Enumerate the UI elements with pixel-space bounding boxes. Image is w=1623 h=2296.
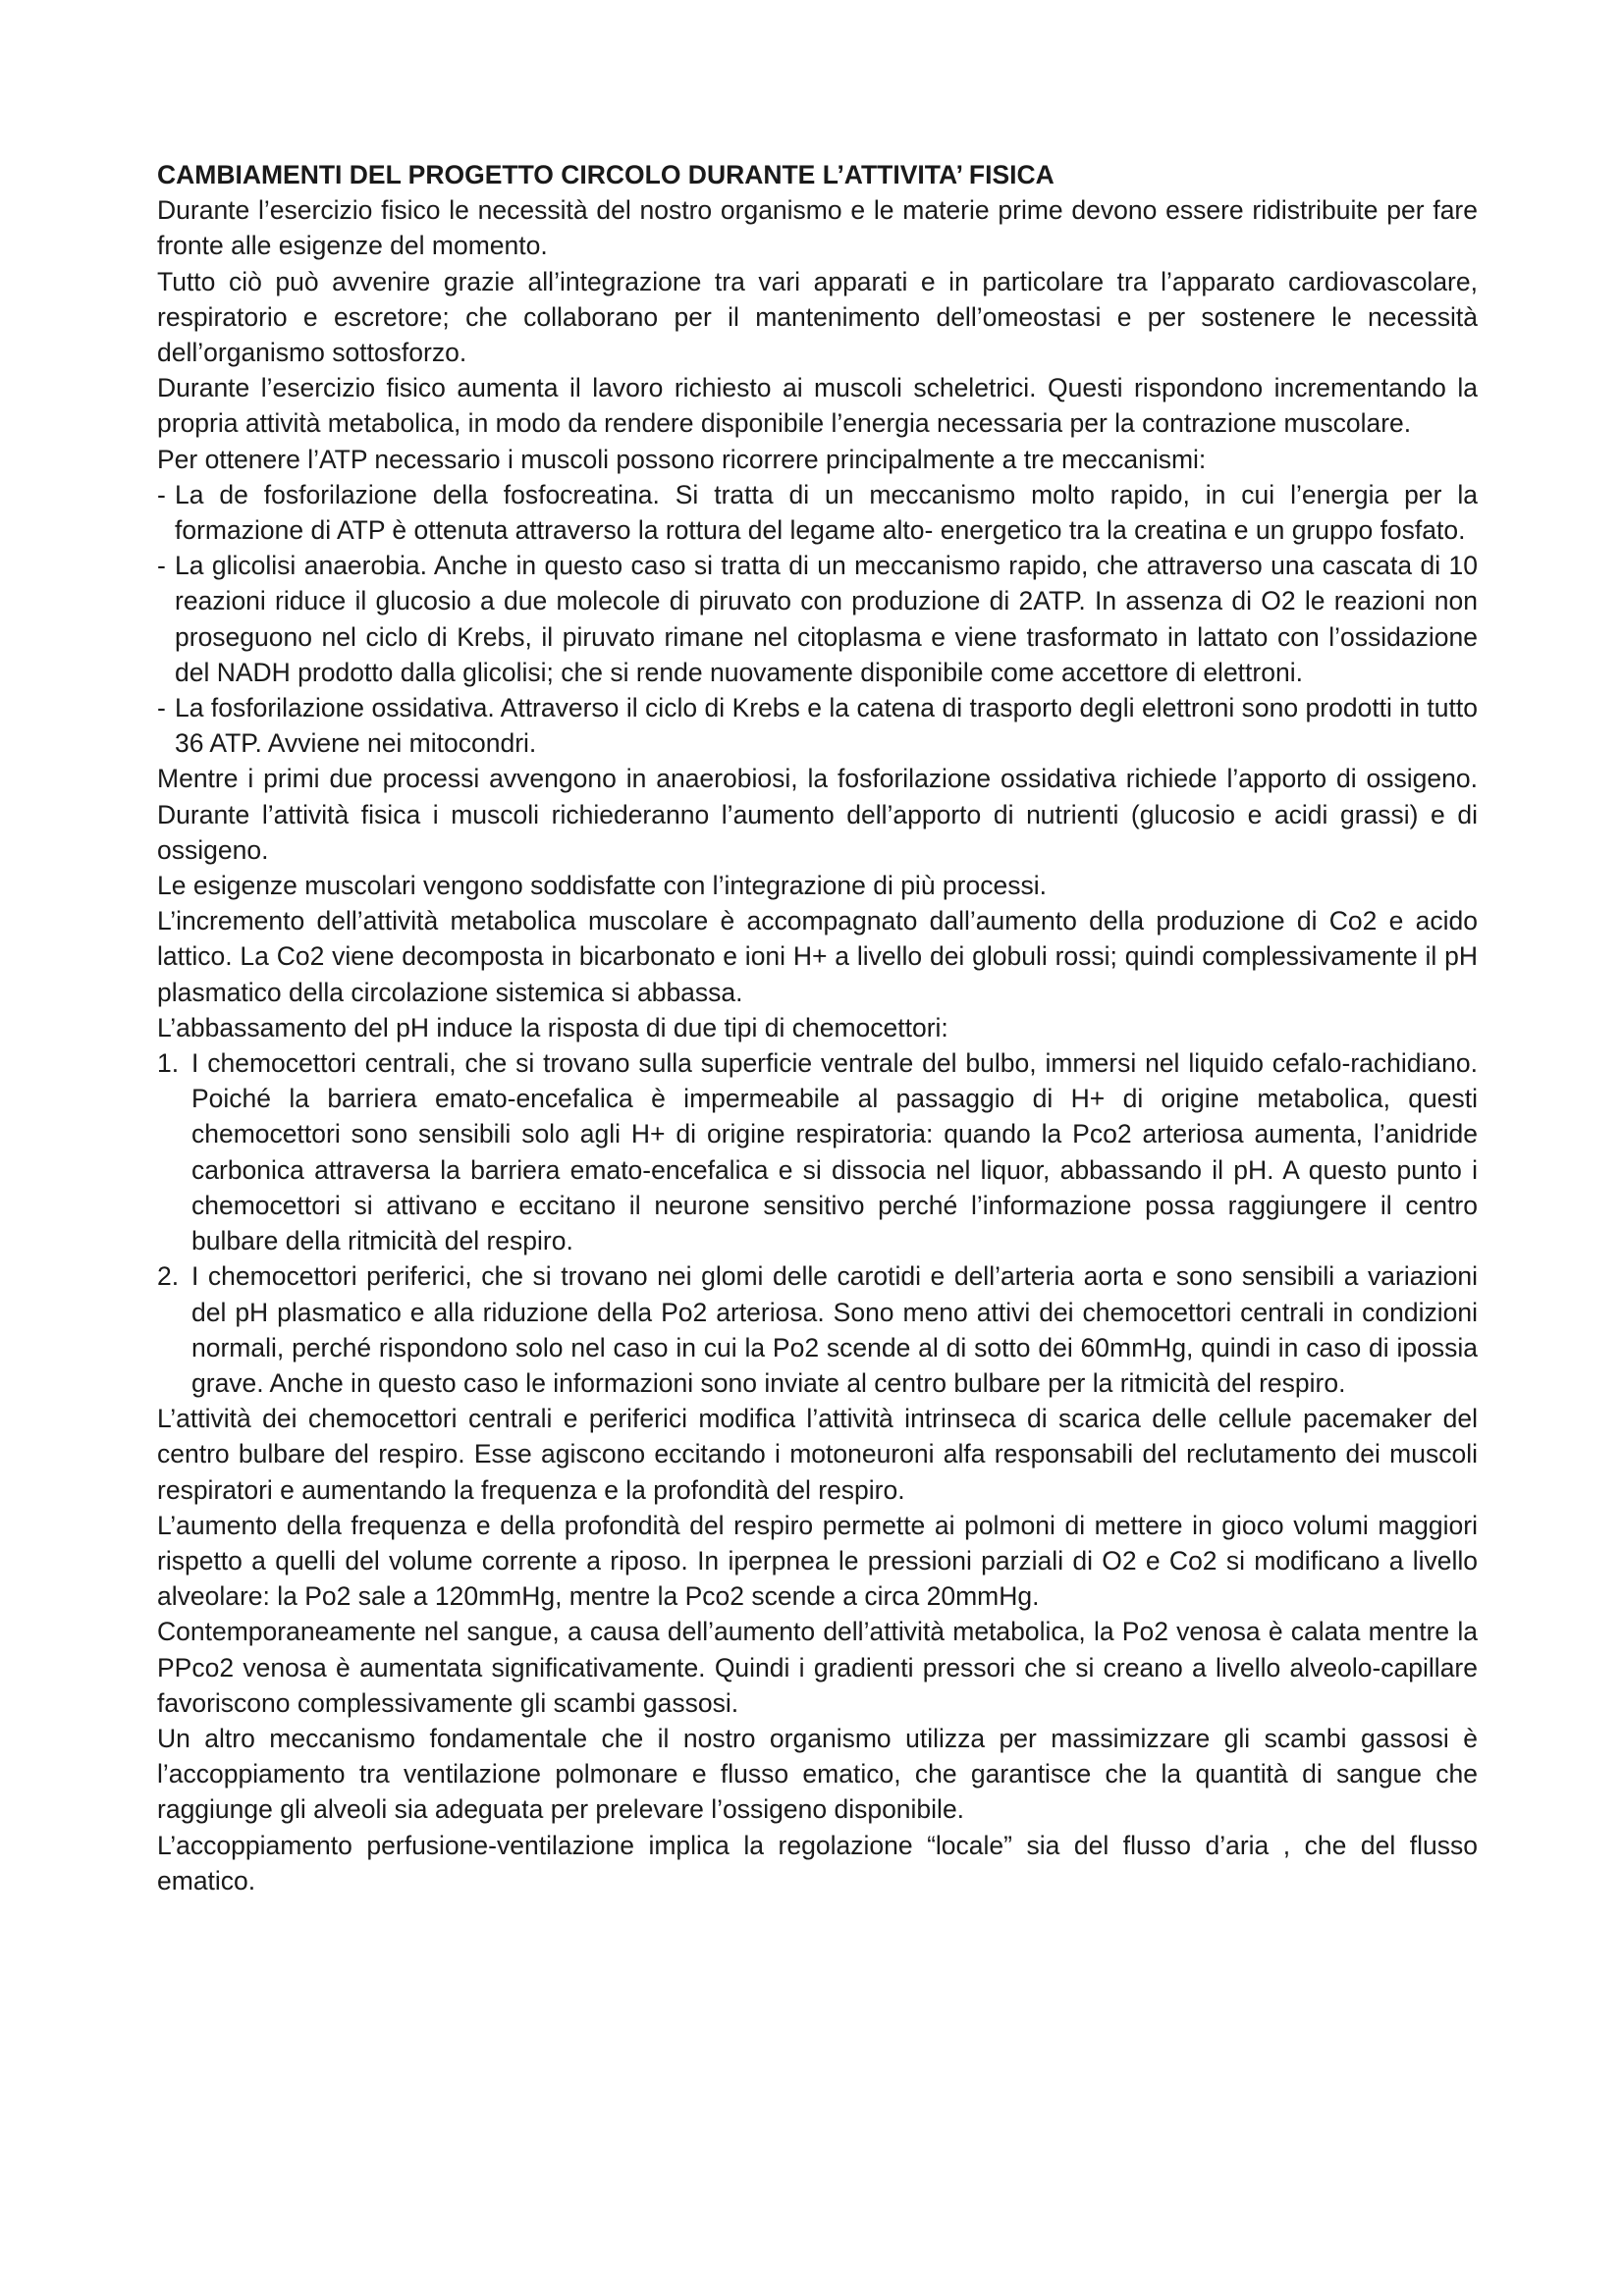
mechanism-list-item: [157, 690, 1478, 761]
mechanism-list-item: [157, 548, 1478, 690]
paragraph: L’accoppiamento perfusione-ventilazione implica la regolazione “locale” sia del flusso d’aria , che del flusso ematico.: [157, 1830, 1478, 1896]
list-marker: -: [157, 693, 166, 723]
paragraph: Per ottenere l’ATP necessario i muscoli possono ricorrere principalmente a tre meccanismi:: [157, 444, 1207, 474]
paragraph: Durante l’esercizio fisico le necessità del nostro organismo e le materie prime devono essere ridistribuite per fare fronte alle esigenze del momento.: [157, 195, 1478, 261]
chemoreceptor-list-item: [157, 1045, 1478, 1258]
list-marker: 2.: [157, 1261, 180, 1292]
chemoreceptor-list-item: [157, 1258, 1478, 1401]
paragraph: L’aumento della frequenza e della profondità del respiro permette ai polmoni di mettere in gioco volumi maggiori rispetto a quelli del volume corrente a riposo. In iperpnea le pressioni parziali di O2 e Co2 si modificano a livello alveolare: la Po2 sale a 120mmHg, mentre la Pco2 scende a circa 20mmHg.: [157, 1510, 1478, 1612]
document-page: [157, 157, 1478, 1898]
paragraph: Mentre i primi due processi avvengono in anaerobiosi, la fosforilazione ossidativa richiede l’apporto di ossigeno. Durante l’attività fisica i muscoli richiederanno l’aumento dell’apporto di nutrienti (glucosio e acidi grassi) e di ossigeno.: [157, 764, 1478, 865]
list-marker: -: [157, 479, 166, 509]
paragraph: Un altro meccanismo fondamentale che il nostro organismo utilizza per massimizzare gli scambi gassosi è l’accoppiamento tra ventilazione polmonare e flusso ematico, che garantisce che la quantità di sangue che raggiunge gli alveoli sia adeguata per prelevare l’ossigeno disponibile.: [157, 1723, 1478, 1825]
paragraph: L’incremento dell’attività metabolica muscolare è accompagnato dall’aumento della produzione di Co2 e acido lattico. La Co2 viene decomposta in bicarbonato e ioni H+ a livello dei globuli rossi; quindi complessivamente il pH plasmatico della circolazione sistemica si abbassa.: [157, 906, 1478, 1007]
paragraph: L’attività dei chemocettori centrali e periferici modifica l’attività intrinseca di scarica delle cellule pacemaker del centro bulbare del respiro. Esse agiscono eccitando i motoneuroni alfa responsabili del reclutamento dei muscoli respiratori e aumentando la frequenza e la profondità del respiro.: [157, 1404, 1478, 1505]
mechanism-list-item: [157, 477, 1478, 548]
paragraph: Le esigenze muscolari vengono soddisfatte con l’integrazione di più processi.: [157, 871, 1047, 901]
list-marker: -: [157, 551, 166, 581]
paragraph: Contemporaneamente nel sangue, a causa dell’aumento dell’attività metabolica, la Po2 venosa è calata mentre la PPco2 venosa è aumentata significativamente. Quindi i gradienti pressori che si creano a livello alveolo-capillare favoriscono complessivamente gli scambi gassosi.: [157, 1617, 1478, 1718]
list-marker: 1.: [157, 1048, 180, 1079]
paragraph: Durante l’esercizio fisico aumenta il lavoro richiesto ai muscoli scheletrici. Questi rispondono incrementando la propria attività metabolica, in modo da rendere disponibile l’energia necessaria per la contrazione muscolare.: [157, 373, 1478, 439]
document-title: CAMBIAMENTI DEL PROGETTO CIRCOLO DURANTE L’ATTIVITA’ FISICA: [157, 160, 1055, 189]
list-item-text: La de fosforilazione della fosfocreatina. Si tratta di un meccanismo molto rapido, in cui l’energia per la formazione di ATP è ottenuta attraverso la rottura del legame alto- energetico tra la creatina e un gruppo fosfato.: [175, 479, 1478, 546]
list-item-text: I chemocettori periferici, che si trovano nei glomi delle carotidi e dell’arteria aorta e sono sensibili a variazioni del pH plasmatico e alla riduzione della Po2 arteriosa. Sono meno attivi dei chemocettori centrali in condizioni normali, perché rispondono solo nel caso in cui la Po2 scende al di sotto dei 60mmHg, quindi in caso di ipossia grave. Anche in questo caso le informazioni sono inviate al centro bulbare per la ritmicità del respiro.: [191, 1261, 1478, 1398]
list-item-text: La fosforilazione ossidativa. Attraverso il ciclo di Krebs e la catena di trasporto degli elettroni sono prodotti in tutto 36 ATP. Avviene nei mitocondri.: [175, 693, 1478, 759]
paragraph: Tutto ciò può avvenire grazie all’integrazione tra vari apparati e in particolare tra l’apparato cardiovascolare, respiratorio e escretore; che collaborano per il mantenimento dell’omeostasi e per sostenere le necessità dell’organismo sottosforzo.: [157, 266, 1478, 368]
paragraph: L’abbassamento del pH induce la risposta di due tipi di chemocettori:: [157, 1012, 948, 1042]
list-item-text: La glicolisi anaerobia. Anche in questo caso si tratta di un meccanismo rapido, che attraverso una cascata di 10 reazioni riduce il glucosio a due molecole di piruvato con produzione di 2ATP. In assenza di O2 le reazioni non proseguono nel ciclo di Krebs, il piruvato rimane nel citoplasma e viene trasformato in lattato con l’ossidazione del NADH prodotto dalla glicolisi; che si rende nuovamente disponibile come accettore di elettroni.: [175, 551, 1478, 687]
list-item-text: I chemocettori centrali, che si trovano sulla superficie ventrale del bulbo, immersi nel liquido cefalo-rachidiano. Poiché la barriera emato-encefalica è impermeabile al passaggio di H+ di origine metabolica, questi chemocettori sono sensibili solo agli H+ di origine respiratoria: quando la Pco2 arteriosa aumenta, l’anidride carbonica attraversa la barriera emato-encefalica e si dissocia nel liquor, abbassando il pH. A questo punto i chemocettori si attivano e eccitano il neurone sensitivo perché l’informazione possa raggiungere il centro bulbare della ritmicità del respiro.: [191, 1048, 1478, 1256]
